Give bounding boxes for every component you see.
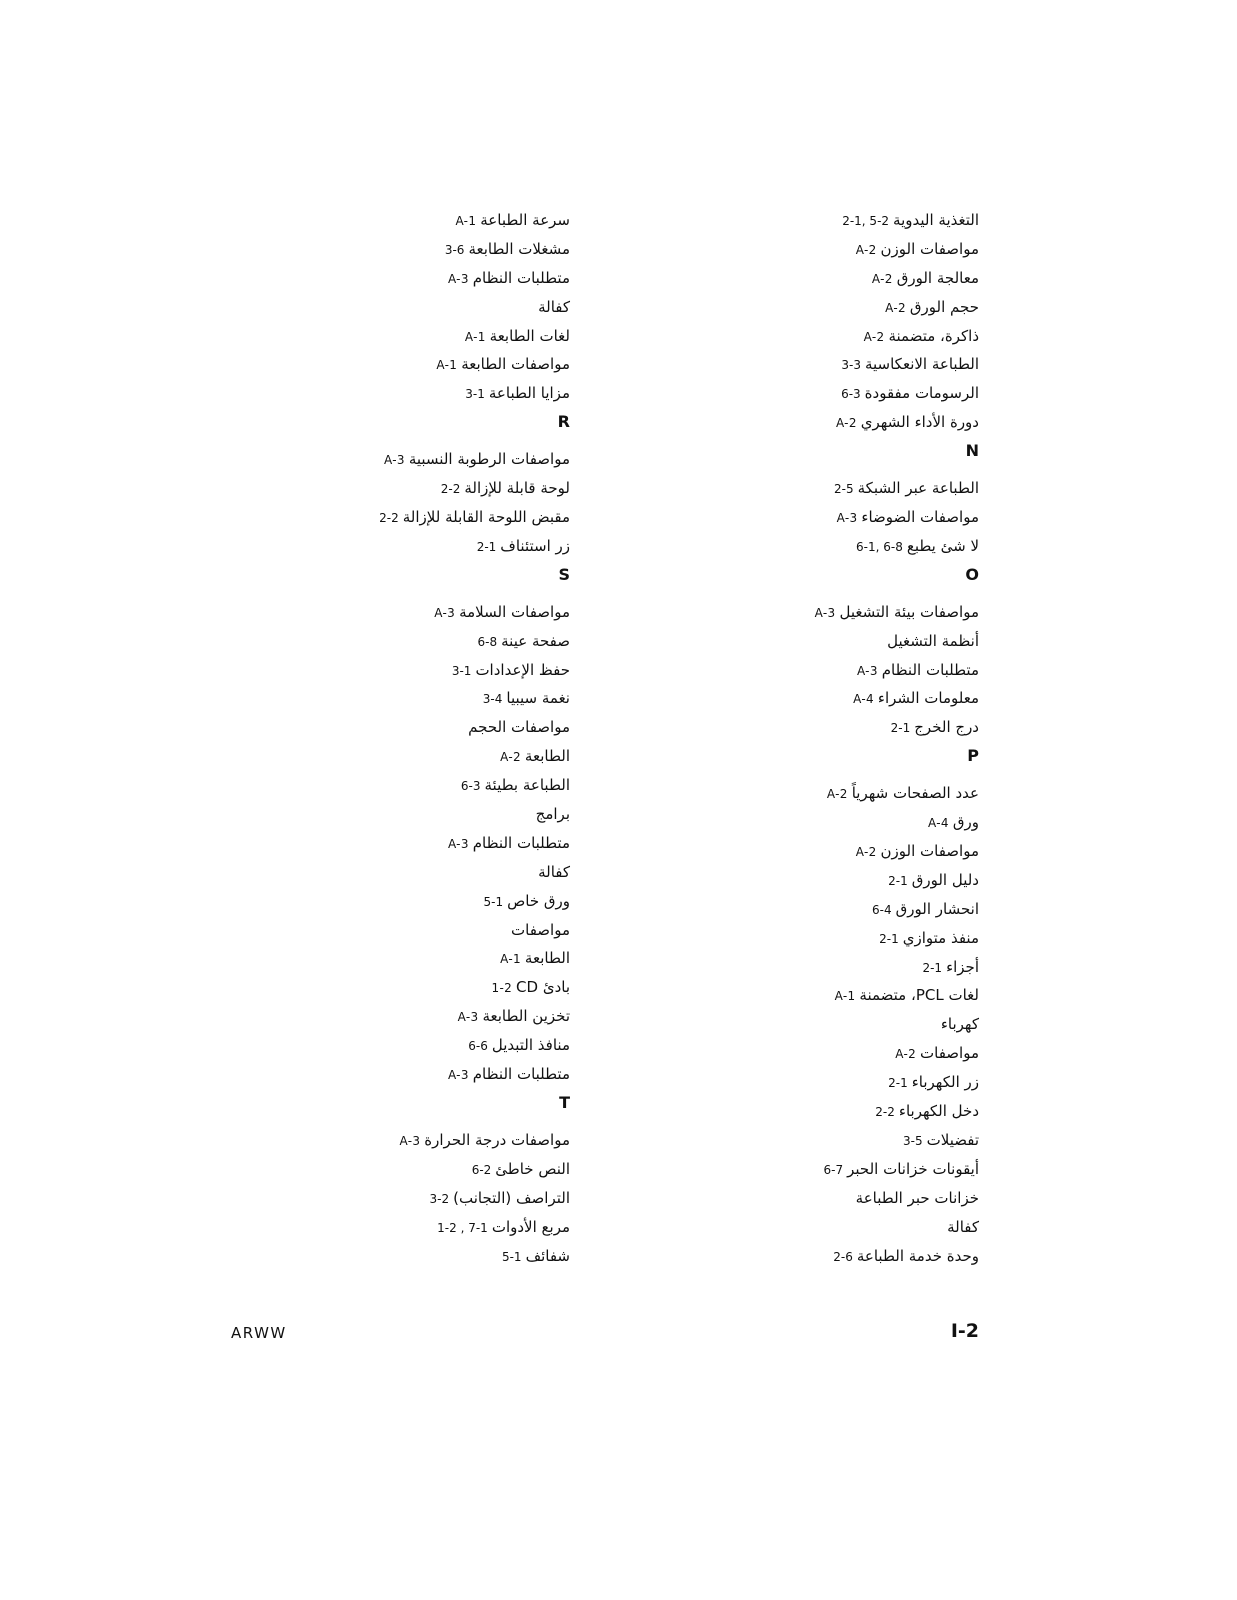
index-entry-term: برامج xyxy=(535,805,570,824)
index-entry-page-ref: 5-1 xyxy=(483,894,504,909)
index-letter-heading: S xyxy=(558,564,570,584)
index-entry-term: سرعة الطباعة xyxy=(480,211,570,229)
index-entry xyxy=(70,1159,570,1179)
index-entry-term: مواصفات بيئة التشغيل xyxy=(839,602,979,621)
index-entry-term: الطابعة xyxy=(524,949,570,968)
index-entry-page-ref: A-2 xyxy=(863,329,885,344)
index-entry-term: مواصفات درجة الحرارة xyxy=(424,1130,570,1149)
index-entry-term: دليل الورق xyxy=(911,870,979,889)
index-entry-page-ref: A-2 xyxy=(895,1047,917,1062)
index-entry-page-ref: 3-4 xyxy=(482,692,503,707)
index-entry-term: درج الخرج xyxy=(914,718,979,737)
index-entry-term: الطباعة الانعكاسية xyxy=(864,355,979,374)
index-entry-term: عدد الصفحات شهرياً xyxy=(851,784,979,803)
index-entry xyxy=(70,688,570,708)
index-entry xyxy=(70,833,570,853)
index-entry-page-ref: 2-2 xyxy=(440,482,461,497)
index-entry-term: مواصفات xyxy=(511,920,570,939)
index-entry-page-ref: A-1 xyxy=(436,358,458,373)
index-entry-page-ref: A-2 xyxy=(500,750,521,765)
index-entry xyxy=(70,602,570,622)
index-entry-page-ref: 3-1 xyxy=(451,663,472,678)
index-entry-term: متطلبات النظام xyxy=(472,1065,570,1084)
index-entry xyxy=(70,478,570,498)
index-entry-page-ref: A-2 xyxy=(835,416,857,431)
index-entry xyxy=(70,1035,570,1055)
index-entry-term: دخل الكهرباء xyxy=(898,1102,979,1121)
index-entry-page-ref: A-4 xyxy=(853,692,874,707)
index-entry-term: مواصفات الحجم xyxy=(468,718,570,737)
index-entry xyxy=(70,449,570,469)
index-entry-page-ref: 1-2 , 7-1 xyxy=(437,1220,488,1235)
index-entry-page-ref: A-3 xyxy=(434,605,456,620)
index-entry-page-ref: 2-1 xyxy=(879,931,899,946)
index-entry-term: كفالة xyxy=(538,862,570,881)
index-entry-page-ref: 6-2 xyxy=(471,1162,492,1177)
index-entry-term: مواصفات xyxy=(920,1044,979,1063)
index-entry-page-ref: 6-6 xyxy=(468,1039,488,1054)
index-entry-term: خزانات حبر الطباعة xyxy=(855,1188,979,1207)
index-entry-term: صفحة عينة xyxy=(501,631,570,650)
index-column-left xyxy=(70,210,570,1274)
index-entry-term: مربع الأدوات xyxy=(491,1217,570,1236)
index-entry-page-ref: A-2 xyxy=(855,845,877,860)
index-entry-page-ref: A-3 xyxy=(447,271,469,286)
index-entry-term: لا شئ يطبع xyxy=(906,536,979,555)
index-entry-term: أجزاء xyxy=(946,957,979,976)
index-entry-term: بادئ CD xyxy=(516,978,570,997)
index-entry-term: مزايا الطباعة xyxy=(488,384,570,403)
index-entry xyxy=(70,891,570,911)
index-entry-page-ref: 3-6 xyxy=(444,242,465,257)
index-entry-page-ref: A-2 xyxy=(855,242,877,257)
index-entry-page-ref: 3-3 xyxy=(841,358,861,373)
index-letter-heading: N xyxy=(965,441,979,461)
index-entry-page-ref: A-2 xyxy=(885,300,906,315)
index-entry-term: حجم الورق xyxy=(909,297,979,316)
index-entry xyxy=(70,1217,570,1237)
index-letter-heading: R xyxy=(557,412,570,432)
index-entry xyxy=(70,383,570,403)
index-entry-term: كفالة xyxy=(538,297,570,316)
index-entry-term: التغذية اليدوية xyxy=(893,211,979,229)
index-entry-page-ref: A-3 xyxy=(457,1010,479,1025)
index-entry-page-ref: A-2 xyxy=(871,271,893,286)
index-entry-term: مواصفات الوزن xyxy=(880,842,979,861)
index-entry xyxy=(70,210,570,230)
index-letter-heading: O xyxy=(965,564,979,584)
index-entry-page-ref: 6-8 xyxy=(477,634,498,649)
index-entry xyxy=(70,297,570,317)
index-entry-page-ref: A-1 xyxy=(834,989,856,1004)
index-entry-term: مقبض اللوحة القابلة للإزالة xyxy=(402,508,570,527)
index-entry-page-ref: 6-3 xyxy=(460,779,481,794)
index-entry-page-ref: 5-1 xyxy=(501,1249,522,1264)
index-entry-page-ref: 3-1 xyxy=(465,387,485,402)
index-entry-page-ref: 2-6 xyxy=(833,1249,853,1264)
index-entry xyxy=(70,948,570,968)
index-entry-term: ورق خاص xyxy=(507,891,570,910)
index-entry-page-ref: 6-7 xyxy=(823,1162,844,1177)
index-entry xyxy=(70,717,570,737)
index-entry-term: مواصفات الضوضاء xyxy=(861,508,979,527)
index-entry xyxy=(70,746,570,766)
index-entry-term: الطابعة xyxy=(524,747,570,766)
index-entry-page-ref: 3-5 xyxy=(903,1133,923,1148)
index-entry-term: انحشار الورق xyxy=(895,899,979,918)
index-entry-page-ref: 2-2 xyxy=(875,1105,895,1120)
index-entry-term: مشغلات الطابعة xyxy=(468,239,570,258)
index-entry-page-ref: 3-2 xyxy=(429,1191,450,1206)
index-entry-page-ref: A-3 xyxy=(384,453,405,468)
index-entry-page-ref: 2-1 xyxy=(890,721,911,736)
index-entry xyxy=(70,536,570,556)
index-entry-page-ref: 6-4 xyxy=(872,902,892,917)
index-entry xyxy=(70,1188,570,1208)
index-entry-term: تفضيلات xyxy=(926,1130,979,1149)
index-entry-page-ref: 2-1, 5-2 xyxy=(842,214,890,228)
index-entry xyxy=(70,920,570,940)
index-entry-page-ref: A-3 xyxy=(856,663,878,678)
index-entry-page-ref: A-4 xyxy=(928,816,949,831)
index-entry xyxy=(70,268,570,288)
index-entry-page-ref: 6-3 xyxy=(841,387,861,402)
index-entry-page-ref: 2-1 xyxy=(922,960,943,975)
index-entry-term: أنظمة التشغيل xyxy=(887,631,979,650)
index-letter-heading: P xyxy=(967,746,979,766)
index-entry-page-ref: 2-1 xyxy=(888,1076,908,1091)
index-entry-term: منافذ التبديل xyxy=(491,1036,570,1055)
index-entry-term: معالجة الورق xyxy=(896,268,979,287)
index-entry xyxy=(70,977,570,997)
index-entry-page-ref: 1-2 xyxy=(491,981,513,996)
index-entry-term: كفالة xyxy=(947,1217,979,1236)
index-entry-term: منفذ متوازي xyxy=(902,928,979,947)
index-entry-page-ref: 2-1 xyxy=(476,539,497,554)
index-entry xyxy=(70,507,570,527)
index-entry-page-ref: A-3 xyxy=(447,1068,469,1083)
index-entry-term: متطلبات النظام xyxy=(472,268,570,287)
index-entry xyxy=(70,631,570,651)
index-entry-term: ورق xyxy=(952,813,979,832)
index-entry-term: الرسومات مفقودة xyxy=(864,384,979,403)
index-entry-page-ref: A-3 xyxy=(399,1133,421,1148)
index-entry-term: متطلبات النظام xyxy=(472,833,570,852)
index-entry-page-ref: A-3 xyxy=(447,836,469,851)
index-entry-term: زر الكهرباء xyxy=(911,1073,979,1092)
index-entry-term: تخزين الطابعة xyxy=(482,1007,570,1026)
index-entry xyxy=(70,326,570,346)
index-entry-term: وحدة خدمة الطباعة xyxy=(856,1246,979,1265)
page-number: I-2 xyxy=(950,1320,979,1342)
index-letter-heading: T xyxy=(559,1092,570,1112)
index-entry-term: ذاكرة، متضمنة xyxy=(888,326,979,345)
index-entry-term: لغات الطابعة xyxy=(489,326,570,345)
index-entry-term: متطلبات النظام xyxy=(881,660,979,679)
index-entry-term: لوحة قابلة للإزالة xyxy=(464,479,570,498)
index-entry-page-ref: 2-1 xyxy=(888,873,908,888)
index-entry xyxy=(70,775,570,795)
index-entry xyxy=(70,862,570,882)
index-entry xyxy=(70,804,570,824)
index-entry-term: زر استئناف xyxy=(500,536,570,555)
index-entry-term: نغمة سيبيا xyxy=(506,689,570,708)
index-entry-term: الطباعة عبر الشبكة xyxy=(857,479,979,498)
index-entry-page-ref: 2-2 xyxy=(379,511,399,526)
index-entry xyxy=(70,354,570,374)
index-entry-term: التراصف (التجانب) xyxy=(453,1188,570,1207)
index-entry-page-ref: A-2 xyxy=(826,787,848,802)
index-entry-term: شفائف xyxy=(525,1246,570,1265)
index-entry-term: دورة الأداء الشهري xyxy=(860,413,979,432)
index-entry-page-ref: A-1 xyxy=(455,214,477,228)
index-entry-term: لغات PCL، متضمنة xyxy=(859,986,979,1005)
index-entry-term: الطباعة بطيئة xyxy=(484,776,570,795)
index-entry xyxy=(70,1246,570,1266)
footer-label: ARWW xyxy=(231,1324,287,1342)
index-entry-term: أيقونات خزانات الحبر xyxy=(847,1159,979,1178)
index-entry-term: مواصفات الوزن xyxy=(880,239,979,258)
index-entry-page-ref: 6-1, 6-8 xyxy=(856,539,903,554)
index-entry-term: كهرباء xyxy=(940,1015,979,1034)
index-entry xyxy=(70,660,570,680)
index-entry-page-ref: A-1 xyxy=(464,329,486,344)
index-entry-term: مواصفات السلامة xyxy=(459,602,570,621)
index-entry-term: النص خاطئ xyxy=(495,1159,570,1178)
index-entry-term: معلومات الشراء xyxy=(877,689,979,708)
index-entry-term: حفظ الإعدادات xyxy=(475,660,570,679)
index-entry-page-ref: A-3 xyxy=(814,605,836,620)
index-entry-page-ref: A-1 xyxy=(500,952,521,967)
index-entry xyxy=(70,239,570,259)
index-entry xyxy=(70,1064,570,1084)
index-entry-page-ref: 2-5 xyxy=(833,482,854,497)
index-entry-page-ref: A-3 xyxy=(836,511,858,526)
index-entry xyxy=(70,1006,570,1026)
index-entry xyxy=(70,1130,570,1150)
index-entry-term: مواصفات الرطوبة النسبية xyxy=(408,450,570,469)
index-entry-term: مواصفات الطابعة xyxy=(461,355,570,374)
